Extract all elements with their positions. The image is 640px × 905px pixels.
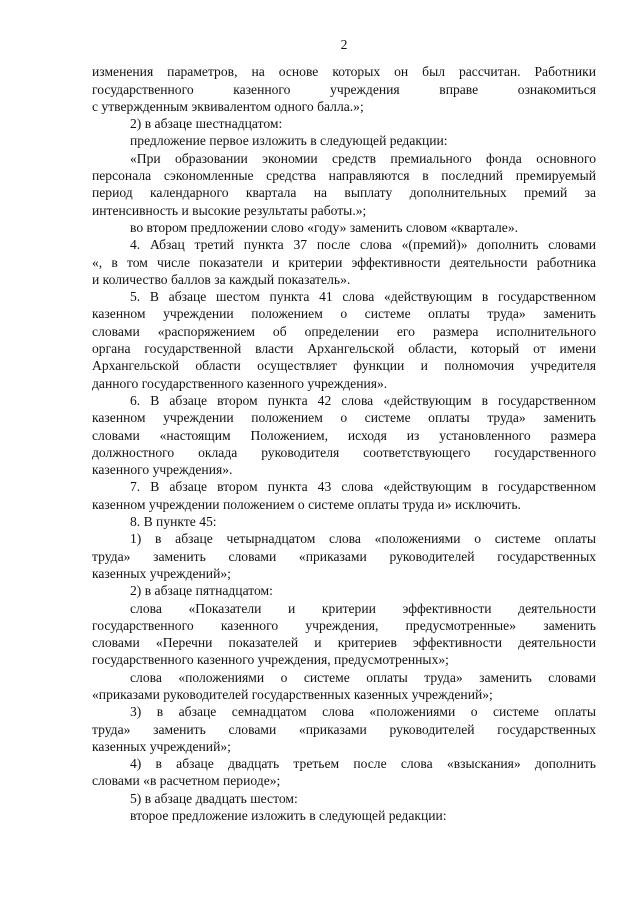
paragraph: [92, 600, 596, 669]
text-line: казенного учреждения».: [92, 462, 233, 478]
text-line: 3) в абзаце семнадцатом слова «положениями о системе оплаты: [130, 704, 596, 720]
text-line: персонала сэкономленные средства направляются в последний премируемый: [92, 168, 596, 184]
text-line: труда» заменить словами «приказами руководителей государственных: [92, 721, 596, 737]
text-line: «При образовании экономии средств премиального фонда основного: [130, 150, 596, 166]
document-page: [92, 36, 596, 824]
text-line: словами «Перечни показателей и критериев эффективности деятельности: [92, 635, 596, 651]
text-line: интенсивность и высокие результаты работы.»;: [92, 202, 367, 218]
document-body: [92, 63, 596, 824]
paragraph: [92, 669, 596, 704]
text-line: и количество баллов за каждый показатель».: [92, 271, 351, 287]
paragraph: [92, 219, 596, 236]
text-line: «, в том числе показатели и критерии эффективности деятельности работника: [92, 254, 596, 270]
text-line: казенных учреждений»;: [92, 565, 231, 581]
paragraph: [92, 513, 596, 530]
text-line: период календарного квартала на выплату дополнительных премий за: [92, 185, 596, 201]
text-line: 5. В абзаце шестом пункта 41 слова «действующим в государственном: [130, 289, 596, 305]
text-line: 4. Абзац третий пункта 37 после слова «(премий)» дополнить словами: [130, 237, 596, 253]
paragraph: [92, 236, 596, 288]
text-line: слова «положениями о системе оплаты труда» заменить словами: [130, 669, 596, 685]
text-line: казенном учреждении положением о системе оплаты труда и» исключить.: [92, 496, 521, 512]
text-line: слова «Показатели и критерии эффективности деятельности: [130, 600, 596, 616]
paragraph: [92, 150, 596, 219]
paragraph: [92, 703, 596, 755]
text-line: с утвержденным эквивалентом одного балла.»;: [92, 98, 364, 114]
paragraph: [92, 790, 596, 807]
paragraph: [92, 582, 596, 599]
paragraph: [92, 63, 596, 115]
text-line: предложение первое изложить в следующей редакции:: [130, 133, 448, 149]
text-line: должностного оклада руководителя соответствующего государственного: [92, 444, 596, 460]
text-line: труда» заменить словами «приказами руководителей государственных: [92, 548, 596, 564]
text-line: казенных учреждений»;: [92, 738, 231, 754]
paragraph: [92, 478, 596, 513]
text-line: государственного казенного учреждения вправе ознакомиться: [92, 81, 596, 97]
text-line: органа государственной власти Архангельской области, который от имени: [92, 341, 596, 357]
text-line: государственного казенного учреждения, предусмотренные» заменить: [92, 617, 596, 633]
text-line: «приказами руководителей государственных казенных учреждений»;: [92, 686, 493, 702]
text-line: словами «распоряжением об определении его размера исполнительного: [92, 323, 596, 339]
text-line: 1) в абзаце четырнадцатом слова «положениями о системе оплаты: [130, 531, 596, 547]
text-line: Архангельской области осуществляет функции и полномочия учредителя: [92, 358, 596, 374]
text-line: 2) в абзаце шестнадцатом:: [130, 116, 283, 132]
text-line: 8. В пункте 45:: [130, 514, 217, 530]
text-line: казенном учреждении положением о системе оплаты труда» заменить: [92, 306, 596, 322]
text-line: данного государственного казенного учреждения».: [92, 375, 388, 391]
text-line: словами «настоящим Положением, исходя из установленного размера: [92, 427, 596, 443]
page-number: 2: [340, 37, 348, 52]
paragraph: [92, 132, 596, 149]
text-line: словами «в расчетном периоде»;: [92, 773, 281, 789]
text-line: 7. В абзаце втором пункта 43 слова «действующим в государственном: [130, 479, 596, 495]
text-line: во втором предложении слово «году» заменить словом «квартале».: [130, 219, 519, 235]
paragraph: [92, 755, 596, 790]
text-line: казенном учреждении положением о системе оплаты труда» заменить: [92, 410, 596, 426]
text-line: 5) в абзаце двадцать шестом:: [130, 790, 298, 806]
text-line: 4) в абзаце двадцать третьем после слова «взыскания» дополнить: [130, 756, 596, 772]
paragraph: [92, 530, 596, 582]
text-line: государственного казенного учреждения, предусмотренных»;: [92, 652, 449, 668]
paragraph: [92, 392, 596, 478]
text-line: второе предложение изложить в следующей редакции:: [130, 808, 447, 824]
paragraph: [92, 807, 596, 824]
text-line: изменения параметров, на основе которых он был рассчитан. Работники: [92, 64, 596, 80]
text-line: 2) в абзаце пятнадцатом:: [130, 583, 273, 599]
paragraph: [92, 115, 596, 132]
text-line: 6. В абзаце втором пункта 42 слова «действующим в государственном: [130, 392, 596, 408]
paragraph: [92, 288, 596, 392]
